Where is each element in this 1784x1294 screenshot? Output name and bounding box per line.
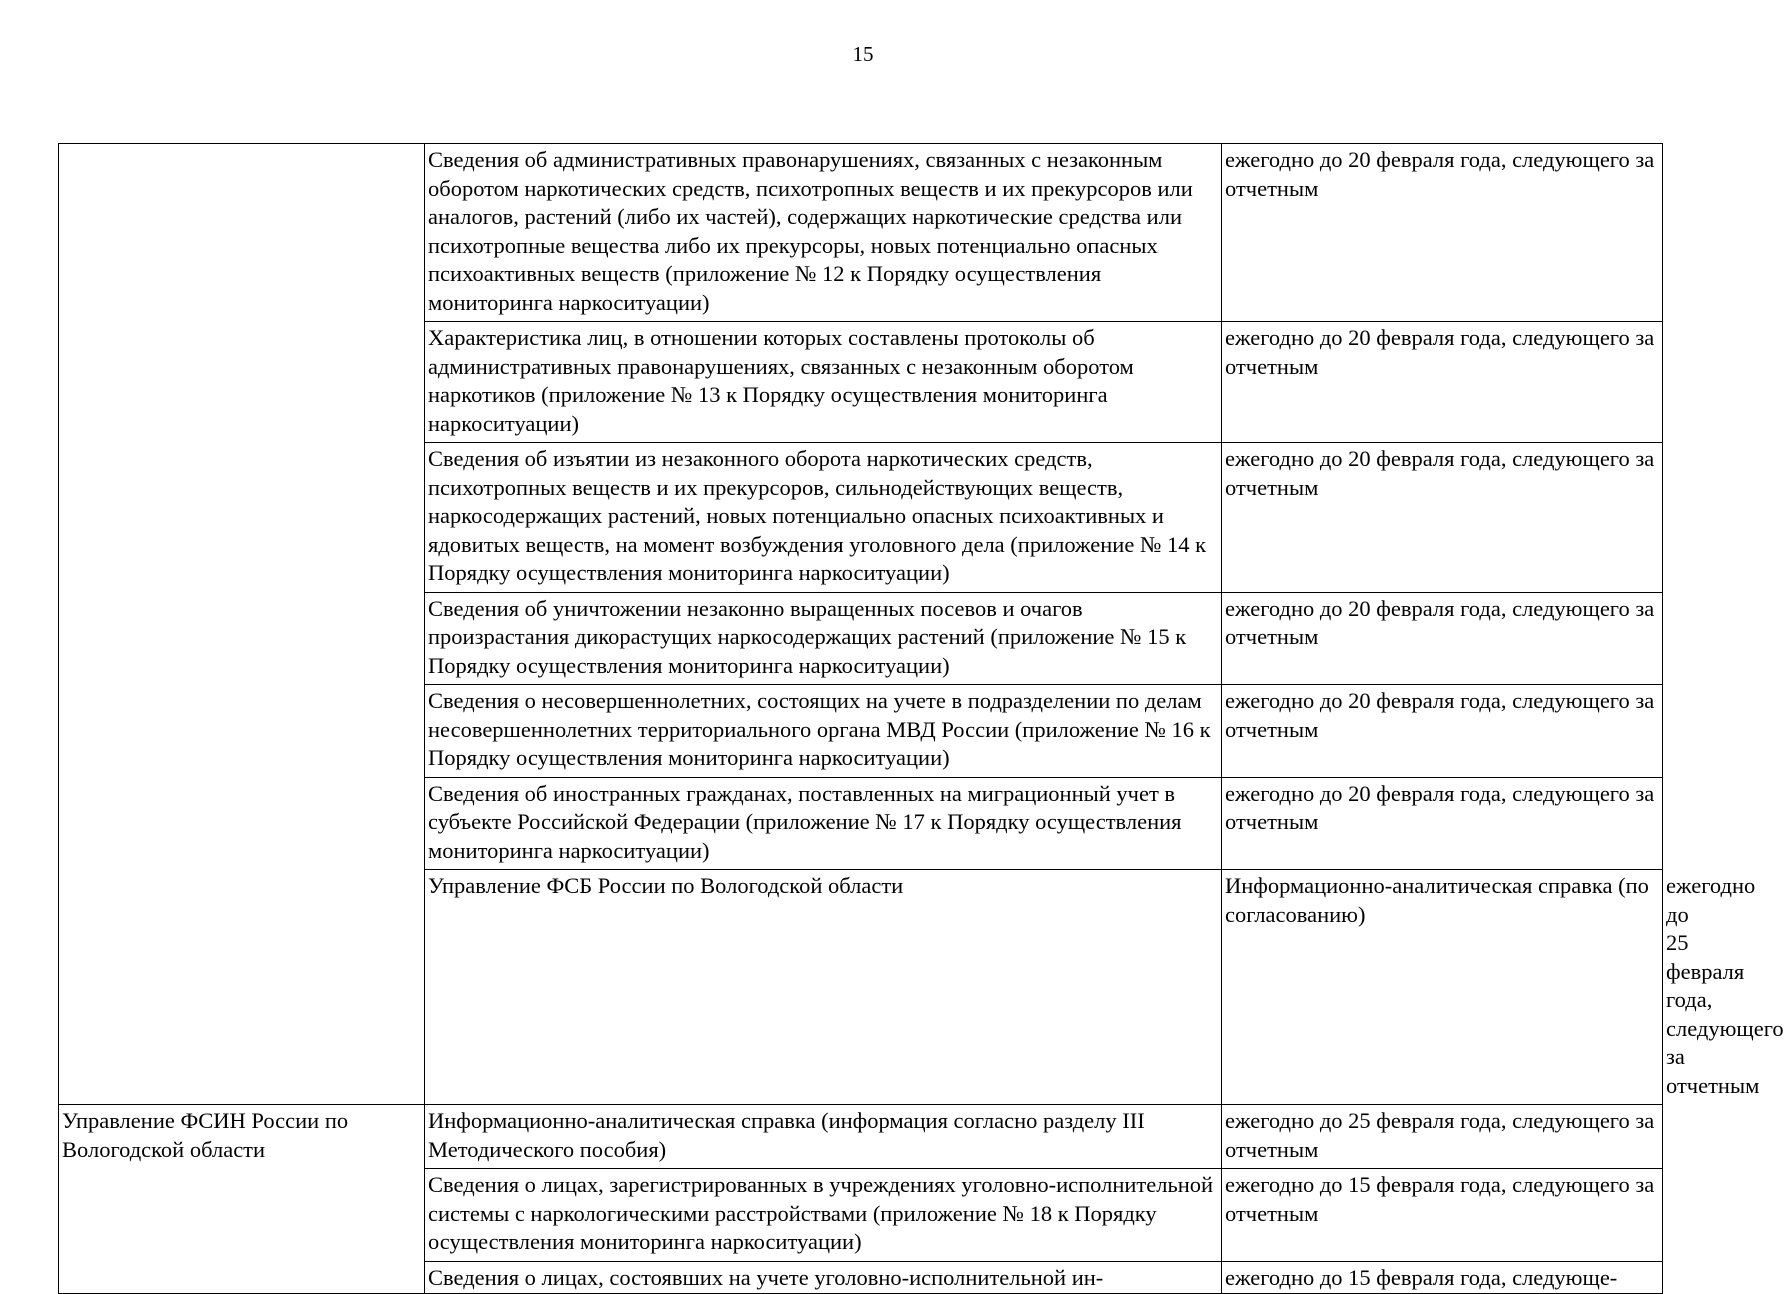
org-cell: Управление ФСИН России по Вологодской области [59,1105,425,1294]
deadline-cell: ежегодно до 25 февраля года, следующего за отчетным [1222,1105,1663,1169]
deadline-cell: ежегодно до 20 февраля года, следующего за отчетным [1222,144,1663,322]
table-row [59,1105,1663,1169]
deadline-cell: ежегодно до 20 февраля года, следующего за отчетным [1222,685,1663,778]
document-cell: Сведения о лицах, состоявших на учете уголовно-исполнительной ин- [425,1261,1222,1293]
table-row: Управление ФСБ России по Вологодской области Информационно-аналитическая справка (по согласованию) ежегодно до 25 февраля года, следующего за отчетным [59,870,1663,1105]
deadline-cell: ежегодно до 15 февраля года, следующе- [1222,1261,1663,1293]
page-number: 15 [852,42,874,66]
deadline-cell: ежегодно до 20 февраля года, следующего за отчетным [1222,322,1663,443]
document-cell: Информационно-аналитическая справка (по согласованию) [1222,870,1663,1105]
deadline-cell: ежегодно до 20 февраля года, следующего за отчетным [1222,592,1663,685]
document-cell: Сведения о лицах, зарегистрированных в учреждениях уголовно-исполнительной системы с наркологическими расстройствами (приложение № 18 к Порядку осуществления мониторинга наркоситуации) [425,1169,1222,1262]
table-row [59,144,1663,322]
org-cell [59,144,425,1105]
deadline-cell: ежегодно до 20 февраля года, следующего за отчетным [1222,443,1663,593]
monitoring-reports-table [58,143,1784,1294]
document-cell: Сведения об административных правонарушениях, связанных с незаконным оборотом наркотических средств, психотропных веществ и их прекурсоров или аналогов, растений (либо их частей), содержащих наркотические средства или психотропные вещества либо их прекурсоры, новых потенциально опасных психоактивных веществ (приложение № 12 к Порядку осуществления мониторинга наркоситуации) [425,144,1222,322]
document-cell: Характеристика лиц, в отношении которых составлены протоколы об административных правонарушениях, связанных с незаконным оборотом наркотиков (приложение № 13 к Порядку осуществления мониторинга наркоситуации) [425,322,1222,443]
document-cell: Сведения об уничтожении незаконно выращенных посевов и очагов произрастания дикорастущих наркосодержащих растений (приложение № 15 к Порядку осуществления мониторинга наркоситуации) [425,592,1222,685]
deadline-cell: ежегодно до 20 февраля года, следующего за отчетным [1222,777,1663,870]
org-cell: Управление ФСБ России по Вологодской области [425,870,1222,1105]
document-cell: Сведения об изъятии из незаконного оборота наркотических средств, психотропных веществ и их прекурсоров, сильнодействующих веществ, наркосодержащих растений, новых потенциально опасных психоактивных и ядовитых веществ, на момент возбуждения уголовного дела (приложение № 14 к Порядку осуществления мониторинга наркоситуации) [425,443,1222,593]
document-cell: Сведения об иностранных гражданах, поставленных на миграционный учет в субъекте Российской Федерации (приложение № 17 к Порядку осуществления мониторинга наркоситуации) [425,777,1222,870]
document-cell: Информационно-аналитическая справка (информация согласно разделу III Методического пособия) [425,1105,1222,1169]
document-cell: Сведения о несовершеннолетних, состоящих на учете в подразделении по делам несовершеннолетних территориального органа МВД России (приложение № 16 к Порядку осуществления мониторинга наркоситуации) [425,685,1222,778]
deadline-cell: ежегодно до 15 февраля года, следующего за отчетным [1222,1169,1663,1262]
